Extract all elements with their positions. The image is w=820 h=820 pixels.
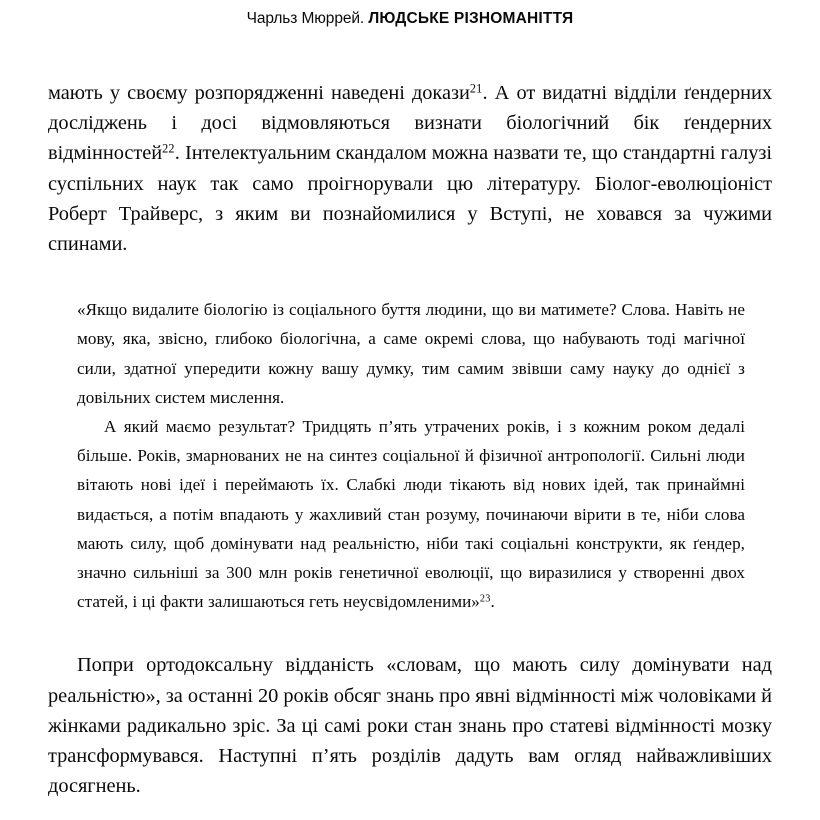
blockquote xyxy=(77,295,745,616)
body-paragraph-2: Попри ортодоксальну відданість «словам, що мають силу домінувати над реальністю», за останні 20 років обсяг знань про явні відмінності між чоловіками й жінками радикально зріс. За ці самі роки стан знань про статеві відмінності мозку трансформувався. Наступні п’ять розділів дадуть вам огляд найважливіших досягнень. xyxy=(48,654,772,798)
blockquote-paragraph-2-tail: . xyxy=(490,592,495,612)
running-head-author: Чарльз Мюррей. xyxy=(246,10,365,27)
footnote-ref-22[interactable]: 22 xyxy=(162,142,175,157)
body-paragraph-1 xyxy=(48,78,772,259)
blockquote-paragraph-1: «Якщо видалите біологію із соціального буття людини, що ви матимете? Слова. Навіть не мову, яка, звісно, глибоко біологічна, а саме окремі слова, що набувають тоді магічної сили, здатної упередити кожну вашу думку, тим самим звівши саму науку до однієї з довільних систем мислення. xyxy=(77,300,745,407)
blockquote-paragraph-2-text: А який маємо результат? Тридцять п’ять утрачених років, і з кожним роком дедалі більше. Років, змарнованих не на синтез соціальної й фізичної антропології. Сильні люди вітають нові ідеї і переймають їх. Слабкі люди тікають від нових ідей, так принаймні видається, а потім впадають у жахливий стан розуму, починаючи вірити в те, ніби слова мають силу, щоб домінувати над реальністю, ніби такі соціальні конструкти, як ґендер, значно сильніші за 300 млн років генетичної еволюції, що виразилися у створенні двох статей, і ці факти залишаються геть неусвідомленими» xyxy=(77,417,745,612)
blockquote-paragraph-2 xyxy=(77,412,745,616)
paragraph-1-segment-1: мають у своєму розпорядженні наведені докази xyxy=(48,82,470,104)
running-head xyxy=(0,9,820,28)
footnote-ref-23[interactable]: 23 xyxy=(479,593,491,605)
paragraph-1-segment-3: . Інтелектуальним скандалом можна назвати те, що стандартні галузі суспільних наук так само проігнорували цю літературу. Біолог-еволюціоніст Роберт Трайверс, з яким ви познайомилися у Вступі, не ховався за чужими спинами. xyxy=(48,142,772,256)
running-head-title: ЛЮДСЬКЕ РІЗНОМАНІТТЯ xyxy=(368,10,574,27)
paragraph-1-segment-2: . А от видатні відділи ґендерних досліджень і досі відмовляються визнати біологічний бік ґендерних відмінностей xyxy=(48,82,772,165)
text-column xyxy=(48,78,772,801)
footnote-ref-21[interactable]: 21 xyxy=(469,81,483,96)
